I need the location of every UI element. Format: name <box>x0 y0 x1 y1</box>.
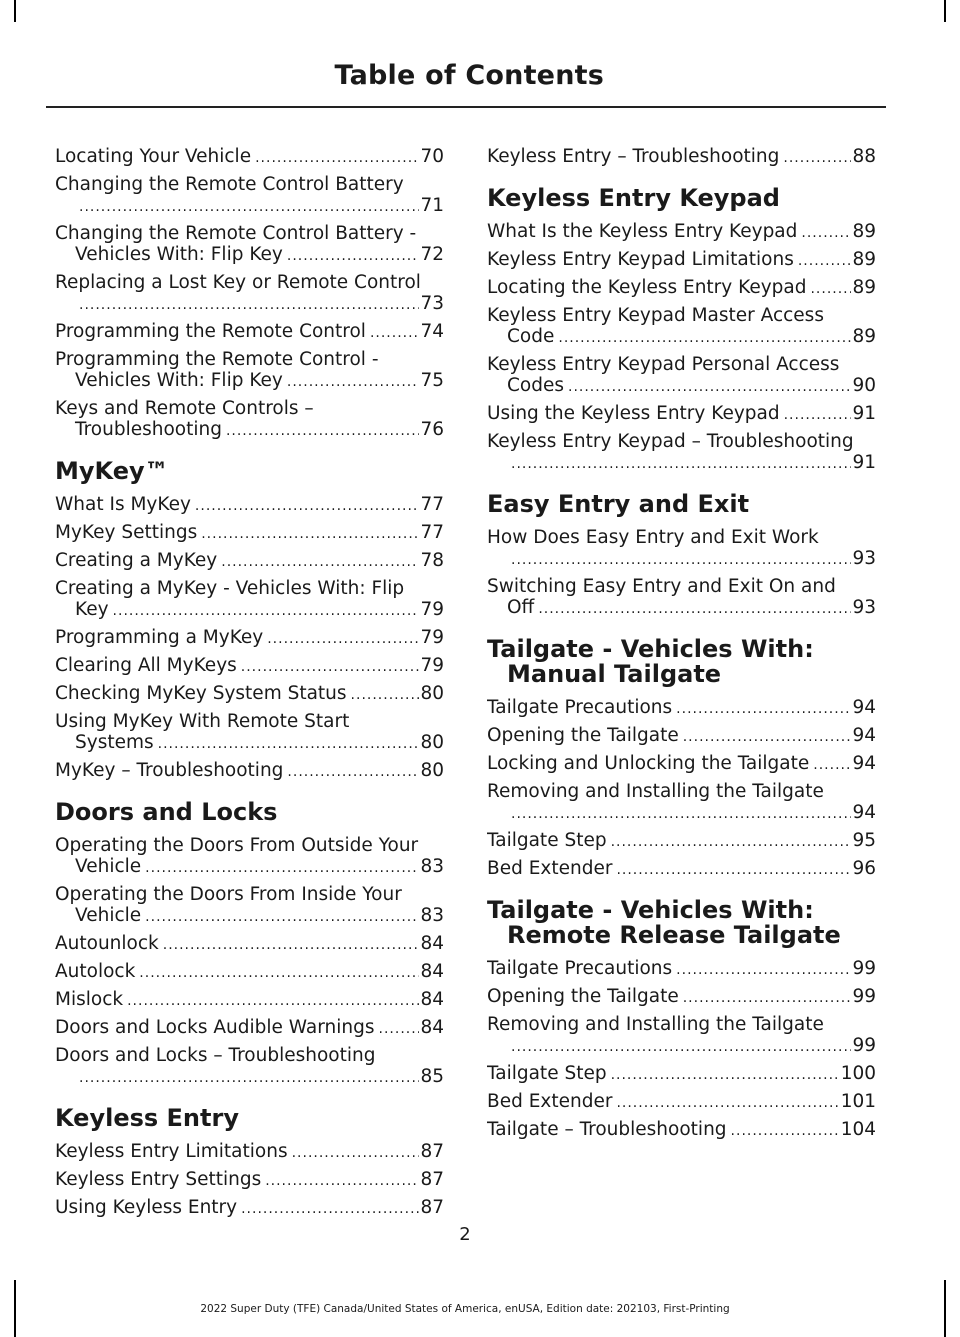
section-heading <box>55 459 444 484</box>
toc-page-number: 80 <box>420 760 444 781</box>
dot-leader <box>265 1171 419 1192</box>
toc-page-number: 71 <box>420 195 444 216</box>
toc-entry-title: Locating the Keyless Entry Keypad <box>487 277 807 298</box>
section-heading-line: Manual Tailgate <box>507 660 722 688</box>
toc-entry[interactable] <box>487 403 876 426</box>
toc-page-number: 79 <box>420 599 444 620</box>
dot-leader <box>195 496 420 517</box>
dot-leader <box>798 251 852 272</box>
dot-leader <box>676 960 851 981</box>
toc-entry-title: MyKey Settings <box>55 522 198 543</box>
toc-entry-title: Systems <box>75 732 154 753</box>
section-heading-line: Keyless Entry Keypad <box>487 184 780 212</box>
toc-page-number: 99 <box>852 1035 876 1056</box>
toc-page-number: 70 <box>420 146 444 167</box>
toc-entry-title: What Is the Keyless Entry Keypad <box>487 221 798 242</box>
toc-entry[interactable] <box>487 958 876 981</box>
dot-leader <box>511 1037 851 1058</box>
toc-page-number: 80 <box>420 732 444 753</box>
toc-page-number: 84 <box>420 989 444 1010</box>
toc-entry[interactable] <box>487 221 876 244</box>
toc-page-number: 77 <box>420 494 444 515</box>
dot-leader <box>683 727 852 748</box>
toc-entry[interactable] <box>487 725 876 748</box>
dot-leader <box>731 1121 840 1142</box>
toc-entry[interactable] <box>55 683 444 706</box>
toc-page-number: 93 <box>852 548 876 569</box>
dot-leader <box>538 599 851 620</box>
section-heading <box>487 186 876 211</box>
toc-entry[interactable] <box>487 354 876 398</box>
toc-entry-title: Troubleshooting <box>75 419 222 440</box>
toc-entry-title: Programming a MyKey <box>55 627 264 648</box>
toc-entry-title: Using the Keyless Entry Keypad <box>487 403 780 424</box>
toc-entry-title: Keyless Entry Keypad Master Access <box>487 305 824 326</box>
toc-entry-title: What Is MyKey <box>55 494 191 515</box>
section-heading <box>487 898 876 948</box>
toc-page-number: 87 <box>420 1141 444 1162</box>
toc-entry[interactable] <box>487 986 876 1009</box>
toc-entry-title: Using Keyless Entry <box>55 1197 238 1218</box>
toc-entry[interactable] <box>55 349 444 393</box>
toc-page-number: 101 <box>840 1091 876 1112</box>
toc-entry-title: Locking and Unlocking the Tailgate <box>487 753 810 774</box>
toc-entry[interactable] <box>487 830 876 853</box>
toc-page-number: 95 <box>852 830 876 851</box>
section-heading-line: Tailgate - Vehicles With: <box>487 896 814 924</box>
toc-entry-title: Doors and Locks – Troubleshooting <box>55 1045 376 1066</box>
toc-page-number: 96 <box>852 858 876 879</box>
toc-page-number: 72 <box>420 244 444 265</box>
dot-leader <box>287 372 420 393</box>
dot-leader <box>287 762 419 783</box>
dot-leader <box>158 734 420 755</box>
section-heading <box>487 637 876 687</box>
toc-page-number: 100 <box>840 1063 876 1084</box>
dot-leader <box>241 657 420 678</box>
footer-edition-text: 2022 Super Duty (TFE) Canada/United States of America, enUSA, Edition date: 202103, First-Printing <box>200 1303 730 1315</box>
toc-entry-title: Changing the Remote Control Battery - <box>55 223 417 244</box>
toc-page-number: 91 <box>852 403 876 424</box>
toc-entry-title: How Does Easy Entry and Exit Work <box>487 527 819 548</box>
toc-entry[interactable] <box>55 1017 444 1040</box>
toc-entry[interactable] <box>55 272 444 316</box>
toc-entry[interactable] <box>55 627 444 650</box>
toc-page-number: 80 <box>420 683 444 704</box>
dot-leader <box>221 552 419 573</box>
dot-leader <box>783 148 851 169</box>
toc-entry-title: Keyless Entry Keypad Personal Access <box>487 354 840 375</box>
toc-entry[interactable] <box>487 146 876 169</box>
dot-leader <box>127 991 419 1012</box>
dot-leader <box>163 935 420 956</box>
toc-page-number: 74 <box>420 321 444 342</box>
toc-entry-title: Clearing All MyKeys <box>55 655 237 676</box>
toc-entry-title: Programming the Remote Control - <box>55 349 379 370</box>
toc-column-left <box>55 146 444 1225</box>
toc-entry-title: Programming the Remote Control <box>55 321 366 342</box>
toc-entry[interactable] <box>55 1045 444 1089</box>
toc-page-number: 79 <box>420 655 444 676</box>
dot-leader <box>292 1143 420 1164</box>
toc-page-number: 88 <box>852 146 876 167</box>
toc-entry-title: Removing and Installing the Tailgate <box>487 1014 824 1035</box>
toc-page-number: 83 <box>420 905 444 926</box>
toc-entry-title: Keyless Entry Limitations <box>55 1141 288 1162</box>
dot-leader <box>255 148 419 169</box>
toc-entry-title: Codes <box>507 375 564 396</box>
toc-entry-title: Mislock <box>55 989 124 1010</box>
dot-leader <box>139 963 419 984</box>
dot-leader <box>676 699 851 720</box>
toc-entry-title: Vehicle <box>75 856 142 877</box>
dot-leader <box>379 1019 420 1040</box>
toc-entry-title: Tailgate Precautions <box>487 697 673 718</box>
toc-entry-title: Keyless Entry Keypad Limitations <box>487 249 794 270</box>
toc-entry-title: Using MyKey With Remote Start <box>55 711 350 732</box>
dot-leader <box>511 804 851 825</box>
toc-entry[interactable] <box>487 576 876 620</box>
dot-leader <box>370 323 420 344</box>
toc-entry[interactable] <box>55 961 444 984</box>
toc-page-number: 76 <box>420 419 444 440</box>
toc-page-number: 90 <box>852 375 876 396</box>
dot-leader <box>784 405 852 426</box>
toc-page-number: 104 <box>840 1119 876 1140</box>
toc-entry[interactable] <box>55 146 444 169</box>
dot-leader <box>145 907 419 928</box>
toc-entry[interactable] <box>55 174 444 218</box>
toc-entry-title: Locating Your Vehicle <box>55 146 252 167</box>
toc-entry[interactable] <box>55 1197 444 1220</box>
toc-entry[interactable] <box>55 711 444 755</box>
dot-leader <box>145 858 419 879</box>
section-heading-line: Keyless Entry <box>55 1104 239 1132</box>
section-heading-line: Tailgate - Vehicles With: <box>487 635 814 663</box>
toc-entry[interactable] <box>55 933 444 956</box>
dot-leader <box>611 1065 840 1086</box>
toc-page-number: 87 <box>420 1169 444 1190</box>
toc-page-number: 93 <box>852 597 876 618</box>
toc-entry[interactable] <box>55 1169 444 1192</box>
toc-entry[interactable] <box>55 835 444 879</box>
toc-page-number: 91 <box>852 452 876 473</box>
toc-entry-title: Bed Extender <box>487 858 613 879</box>
dot-leader <box>801 223 851 244</box>
toc-entry[interactable] <box>487 781 876 825</box>
toc-entry[interactable] <box>487 527 876 571</box>
toc-entry-title: Keyless Entry – Troubleshooting <box>487 146 780 167</box>
toc-entry-title: Code <box>507 326 555 347</box>
toc-entry-title: Opening the Tailgate <box>487 725 679 746</box>
toc-entry-title: Tailgate Step <box>487 830 607 851</box>
toc-entry-title: Tailgate Precautions <box>487 958 673 979</box>
toc-entry-title: Vehicle <box>75 905 142 926</box>
toc-entry-title: Operating the Doors From Inside Your <box>55 884 402 905</box>
crop-mark-top-right <box>944 0 946 22</box>
toc-entry[interactable] <box>487 753 876 776</box>
toc-page-number: 94 <box>852 753 876 774</box>
toc-entry[interactable] <box>55 223 444 267</box>
toc-column-right <box>487 146 876 1147</box>
toc-entry[interactable] <box>55 884 444 928</box>
page-title: Table of Contents <box>334 60 604 91</box>
toc-entry[interactable] <box>55 494 444 517</box>
toc-entry[interactable] <box>55 550 444 573</box>
toc-page-number: 94 <box>852 697 876 718</box>
toc-entry[interactable] <box>55 578 444 622</box>
toc-page-number: 89 <box>852 326 876 347</box>
toc-entry[interactable] <box>487 277 876 300</box>
toc-entry[interactable] <box>55 398 444 442</box>
toc-entry-title: Creating a MyKey <box>55 550 218 571</box>
crop-mark-bottom-right <box>944 1280 946 1337</box>
dot-leader <box>616 1093 839 1114</box>
toc-entry-title: Keyless Entry Settings <box>55 1169 262 1190</box>
toc-page-number: 83 <box>420 856 444 877</box>
dot-leader <box>568 377 851 398</box>
toc-page-number: 78 <box>420 550 444 571</box>
toc-entry[interactable] <box>55 1141 444 1164</box>
toc-entry-title: Autolock <box>55 961 136 982</box>
toc-page-number: 99 <box>852 958 876 979</box>
section-heading-line: Doors and Locks <box>55 798 278 826</box>
toc-entry-title: Vehicles With: Flip Key <box>75 370 283 391</box>
toc-entry[interactable] <box>487 1119 876 1142</box>
section-heading <box>487 492 876 517</box>
dot-leader <box>511 454 851 475</box>
dot-leader <box>810 279 851 300</box>
toc-entry-title: Opening the Tailgate <box>487 986 679 1007</box>
toc-entry-title: Tailgate – Troubleshooting <box>487 1119 727 1140</box>
dot-leader <box>79 295 419 316</box>
toc-entry[interactable] <box>487 249 876 272</box>
toc-page-number: 79 <box>420 627 444 648</box>
toc-entry-title: Tailgate Step <box>487 1063 607 1084</box>
toc-page-number: 87 <box>420 1197 444 1218</box>
dot-leader <box>79 197 419 218</box>
section-heading-line: Easy Entry and Exit <box>487 490 750 518</box>
dot-leader <box>226 421 420 442</box>
toc-page-number: 84 <box>420 961 444 982</box>
toc-page-number: 94 <box>852 802 876 823</box>
section-heading-line: MyKey™ <box>55 457 169 485</box>
toc-entry[interactable] <box>55 321 444 344</box>
toc-entry-title: Bed Extender <box>487 1091 613 1112</box>
dot-leader <box>79 1068 419 1089</box>
toc-entry-title: Keyless Entry Keypad – Troubleshooting <box>487 431 854 452</box>
toc-entry[interactable] <box>55 522 444 545</box>
toc-entry-title: Autounlock <box>55 933 159 954</box>
toc-entry[interactable] <box>487 1091 876 1114</box>
toc-page-number: 77 <box>420 522 444 543</box>
toc-page-number: 73 <box>420 293 444 314</box>
toc-entry[interactable] <box>55 655 444 678</box>
section-heading <box>55 800 444 825</box>
dot-leader <box>813 755 851 776</box>
toc-entry[interactable] <box>487 1063 876 1086</box>
toc-entry-title: Switching Easy Entry and Exit On and <box>487 576 836 597</box>
toc-entry[interactable] <box>487 1014 876 1058</box>
toc-entry-title: Key <box>75 599 109 620</box>
dot-leader <box>201 524 419 545</box>
toc-entry[interactable] <box>55 989 444 1012</box>
toc-entry-title: Checking MyKey System Status <box>55 683 347 704</box>
toc-page-number: 84 <box>420 933 444 954</box>
toc-page-number: 75 <box>420 370 444 391</box>
toc-entry-title: Changing the Remote Control Battery <box>55 174 404 195</box>
toc-entry-title: Removing and Installing the Tailgate <box>487 781 824 802</box>
dot-leader <box>683 988 852 1009</box>
toc-page-number: 94 <box>852 725 876 746</box>
title-rule <box>46 106 886 108</box>
toc-entry-title: Creating a MyKey - Vehicles With: Flip <box>55 578 405 599</box>
toc-entry[interactable] <box>487 431 876 475</box>
toc-entry-title: Operating the Doors From Outside Your <box>55 835 419 856</box>
toc-entry-title: Off <box>507 597 535 618</box>
toc-entry-title: Doors and Locks Audible Warnings <box>55 1017 375 1038</box>
page-number: 2 <box>459 1224 471 1245</box>
dot-leader <box>611 832 852 853</box>
toc-entry[interactable] <box>55 760 444 783</box>
section-heading-line: Remote Release Tailgate <box>507 921 841 949</box>
dot-leader <box>511 550 851 571</box>
toc-entry-title: Vehicles With: Flip Key <box>75 244 283 265</box>
dot-leader <box>616 860 851 881</box>
dot-leader <box>287 246 420 267</box>
toc-page-number: 89 <box>852 221 876 242</box>
toc-entry-title: Keys and Remote Controls – <box>55 398 314 419</box>
dot-leader <box>113 601 420 622</box>
dot-leader <box>267 629 419 650</box>
section-heading <box>55 1106 444 1131</box>
toc-page-number: 84 <box>420 1017 444 1038</box>
toc-entry[interactable] <box>487 305 876 349</box>
toc-page-number: 99 <box>852 986 876 1007</box>
toc-entry[interactable] <box>487 697 876 720</box>
toc-page-number: 89 <box>852 277 876 298</box>
crop-mark-top-left <box>14 0 16 22</box>
dot-leader <box>241 1199 419 1220</box>
dot-leader <box>558 328 851 349</box>
toc-page-number: 89 <box>852 249 876 270</box>
toc-entry[interactable] <box>487 858 876 881</box>
toc-entry-title: Replacing a Lost Key or Remote Control <box>55 272 421 293</box>
toc-page-number: 85 <box>420 1066 444 1087</box>
toc-entry-title: MyKey – Troubleshooting <box>55 760 284 781</box>
dot-leader <box>351 685 420 706</box>
